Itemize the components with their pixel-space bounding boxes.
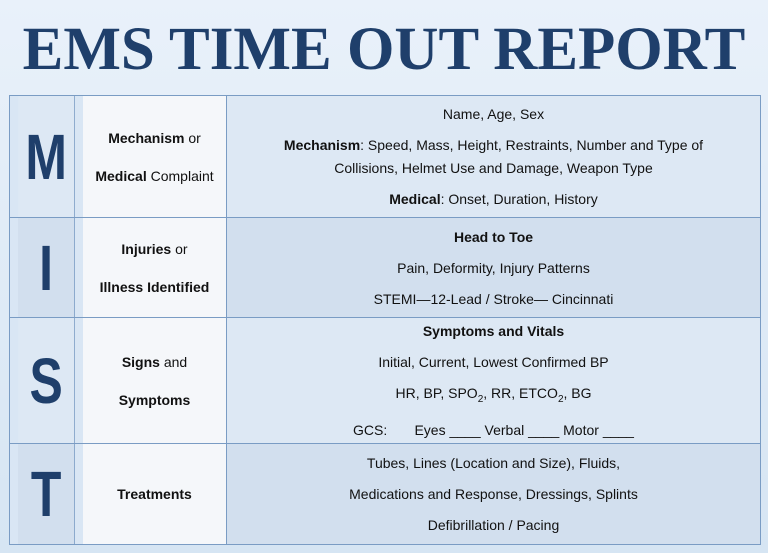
mist-table	[9, 95, 761, 545]
row-detail-m	[227, 96, 760, 217]
detail-head-to-toe: Head to Toe	[453, 228, 534, 245]
label-and: and	[159, 353, 188, 370]
detail-pain: Pain, Deformity, Injury Patterns	[397, 259, 590, 276]
row-detail-s	[227, 318, 760, 443]
label-or-2: or	[171, 240, 188, 257]
row-letter-i: I	[18, 218, 75, 317]
row-label-i	[83, 218, 227, 317]
row-detail-t	[227, 444, 760, 544]
table-row-t	[10, 443, 760, 544]
detail-bp: Initial, Current, Lowest Confirmed BP	[378, 353, 609, 370]
detail-mechanism-label: Mechanism	[283, 137, 361, 153]
row-letter-s: S	[18, 318, 75, 443]
row-letter-t: T	[18, 444, 75, 544]
label-injuries: Injuries	[121, 240, 172, 257]
label-complaint: Complaint	[146, 167, 214, 184]
detail-tubes: Tubes, Lines (Location and Size), Fluids,	[366, 455, 621, 471]
label-signs: Signs	[121, 353, 160, 370]
detail-collisions: Collisions, Helmet Use and Damage, Weapon Type	[334, 160, 653, 176]
table-row-i	[10, 217, 760, 317]
detail-gcs: GCS: Eyes ____ Verbal ____ Motor ____	[353, 422, 634, 439]
label-medical: Medical	[95, 167, 147, 184]
table-row-m	[10, 96, 760, 217]
label-symptoms: Symptoms	[118, 391, 191, 408]
detail-defibrillation: Defibrillation / Pacing	[427, 517, 560, 533]
label-mechanism: Mechanism	[108, 129, 185, 146]
row-label-m	[83, 96, 227, 217]
row-label-s	[83, 318, 227, 443]
detail-medical-text: : Onset, Duration, History	[440, 191, 598, 207]
page-title: EMS TIME OUT REPORT	[22, 16, 746, 83]
detail-medical-label: Medical	[389, 191, 441, 207]
detail-stemi: STEMI—12-Lead / Stroke— Cincinnati	[373, 290, 614, 307]
detail-mechanism-text: : Speed, Mass, Height, Restraints, Number and Type of	[360, 137, 704, 153]
detail-name-age-sex: Name, Age, Sex	[442, 106, 545, 122]
detail-vitals: HR, BP, $SPO_2$, RR, $ETCO_2$, BG	[395, 384, 592, 405]
label-illness-identified: Illness Identified	[99, 278, 210, 295]
row-detail-i	[227, 218, 760, 317]
label-or: or	[184, 129, 201, 146]
row-letter-m: M	[18, 96, 75, 217]
detail-symptoms-vitals: Symptoms and Vitals	[422, 322, 565, 339]
detail-medications: Medications and Response, Dressings, Splints	[349, 486, 638, 502]
label-treatments: Treatments	[117, 486, 192, 502]
row-label-t	[83, 444, 227, 544]
table-row-s	[10, 317, 760, 443]
